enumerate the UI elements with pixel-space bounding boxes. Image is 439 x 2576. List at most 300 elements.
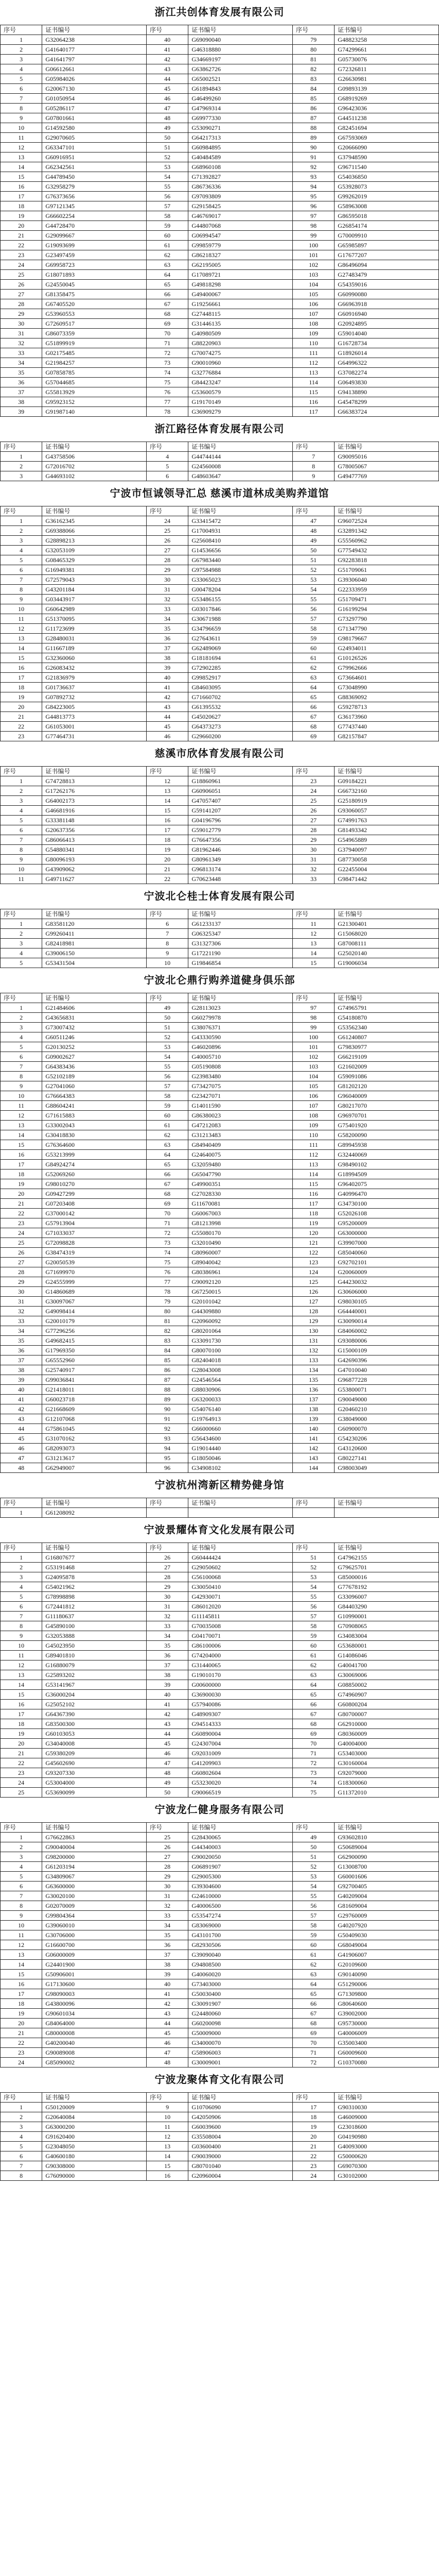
table-row (1, 643, 439, 653)
certificate-number: G67983440 (188, 555, 293, 565)
certificate-table (0, 1822, 439, 2067)
seq-number: 54 (146, 1052, 188, 1062)
seq-number: 129 (292, 1316, 334, 1326)
table-row (1, 387, 439, 397)
certificate-number: G64440001 (335, 1307, 439, 1316)
certificate-number: G69090040 (188, 35, 293, 45)
seq-number: 35 (146, 1641, 188, 1651)
table-row (1, 1209, 439, 1218)
table-row (1, 1921, 439, 1930)
certificate-number: G90095016 (335, 452, 439, 462)
table-row (1, 231, 439, 241)
seq-number: 44 (146, 1729, 188, 1739)
certificate-number: G76373656 (42, 192, 147, 201)
certificate-number: G05190808 (188, 1062, 293, 1072)
seq-number: 61 (292, 1950, 334, 1960)
seq-number: 104 (292, 280, 334, 290)
certificate-number: G66219109 (335, 1052, 439, 1062)
certificate-number: G81213998 (188, 1218, 293, 1228)
certificate-number: G44511238 (335, 113, 439, 123)
certificate-number: G47212083 (188, 1121, 293, 1130)
certificate-number (188, 1508, 293, 1518)
table-row (1, 2038, 439, 2048)
seq-number: 103 (292, 270, 334, 280)
table-row (1, 624, 439, 634)
certificate-number: G58200090 (335, 1130, 439, 1140)
certificate-number: G44309880 (188, 1307, 293, 1316)
table-header-row (1, 1823, 439, 1833)
table-row (1, 1563, 439, 1572)
certificate-number: G34730100 (335, 1199, 439, 1209)
certificate-number: G62949007 (42, 1463, 147, 1473)
certificate-number: G06994547 (188, 231, 293, 241)
seq-number: 13 (1, 634, 42, 643)
certificate-number: G66383724 (335, 407, 439, 417)
certificate-number: G74299661 (335, 45, 439, 55)
certificate-number: G80961349 (188, 855, 293, 865)
certificate-number: G44744144 (188, 452, 293, 462)
seq-number: 20 (1, 221, 42, 231)
seq-number: 16 (146, 2171, 188, 2181)
certificate-number: G90040004 (42, 1842, 147, 1852)
certificate-number: G92702101 (335, 1258, 439, 1267)
seq-number: 93 (146, 1434, 188, 1444)
seq-number: 71 (292, 1749, 334, 1758)
cert-header: 证书编号 (335, 1823, 439, 1833)
table-row (1, 1101, 439, 1111)
table-header-row (1, 442, 439, 452)
seq-number: 67 (146, 299, 188, 309)
cert-header: 证书编号 (42, 506, 147, 516)
certificate-number: G27643611 (188, 634, 293, 643)
seq-number: 25 (1, 1238, 42, 1248)
certificate-number: G21668609 (42, 1404, 147, 1414)
seq-number: 31 (146, 1602, 188, 1612)
certificate-number: G07801661 (42, 113, 147, 123)
seq-number: 20 (146, 855, 188, 865)
table-row (1, 1901, 439, 1911)
certificate-number: G21418011 (42, 1385, 147, 1395)
seq-number: 13 (1, 1950, 42, 1960)
certificate-number: G47010040 (335, 1365, 439, 1375)
certificate-number: G53960553 (42, 309, 147, 319)
certificate-number: G39304600 (188, 1882, 293, 1891)
certificate-number: G73427075 (188, 1081, 293, 1091)
company-title: 宁波市恒诚领导汇总 慈溪市道林成美购养道馆 (110, 488, 329, 499)
seq-number: 46 (146, 2038, 188, 2048)
seq-number: 81 (292, 55, 334, 64)
seq-number: 57 (292, 1911, 334, 1921)
seq-number: 74 (146, 368, 188, 378)
seq-number: 22 (1, 1758, 42, 1768)
seq-number: 39 (146, 1680, 188, 1690)
seq-number: 26 (1, 1248, 42, 1258)
seq-number: 65 (292, 692, 334, 702)
seq-number: 26 (292, 806, 334, 816)
table-row (1, 290, 439, 299)
certificate-number: G15068020 (335, 929, 439, 939)
certificate-number: G13008700 (335, 1862, 439, 1872)
seq-number: 40 (146, 1979, 188, 1989)
certificate-number: G00600000 (188, 1680, 293, 1690)
certificate-number: G60067003 (188, 1209, 293, 1218)
certificate-number: G09184221 (335, 776, 439, 786)
table-row (1, 663, 439, 673)
certificate-number: G29660200 (188, 732, 293, 741)
seq-number: 53 (146, 162, 188, 172)
certificate-number: G97093809 (188, 192, 293, 201)
seq-number: 36 (146, 1940, 188, 1950)
table-row (1, 2142, 439, 2151)
certificate-number: G50689004 (335, 1842, 439, 1852)
certificate-number: G06891907 (188, 1862, 293, 1872)
cert-header: 证书编号 (188, 442, 293, 452)
company-title: 浙江共创体育发展有限公司 (154, 7, 285, 18)
certificate-number: G20101042 (188, 1297, 293, 1307)
certificate-number: G14860689 (42, 1287, 147, 1297)
certificate-number: G72579043 (42, 575, 147, 585)
certificate-number: G17004931 (188, 526, 293, 536)
seq-number: 23 (1, 1218, 42, 1228)
seq-number: 89 (146, 1395, 188, 1404)
certificate-number: G40041700 (335, 1660, 439, 1670)
table-row (1, 250, 439, 260)
seq-number: 10 (1, 1091, 42, 1101)
certificate-number: G32064238 (42, 35, 147, 45)
seq-number: 61 (292, 653, 334, 663)
certificate-number: G45023950 (42, 1641, 147, 1651)
seq-number: 130 (292, 1326, 334, 1336)
certificate-number: G29158425 (188, 201, 293, 211)
certificate-number: G77549432 (335, 546, 439, 555)
cert-header: 证书编号 (42, 25, 147, 35)
seq-number: 5 (1, 2142, 42, 2151)
table-row (1, 825, 439, 835)
seq-number: 55 (292, 595, 334, 604)
seq-number: 34 (1, 358, 42, 368)
seq-number: 53 (146, 1042, 188, 1052)
seq-number: 3 (1, 1852, 42, 1862)
seq-number: 97 (292, 211, 334, 221)
seq-number: 66 (146, 290, 188, 299)
seq-number: 14 (1, 643, 42, 653)
seq-number: 69 (292, 732, 334, 741)
seq-number: 29 (1, 1277, 42, 1287)
seq-number: 10 (1, 1641, 42, 1651)
seq-number: 32 (146, 595, 188, 604)
certificate-number: G77678192 (335, 1582, 439, 1592)
company-section (0, 417, 439, 481)
certificate-number: G39306040 (335, 575, 439, 585)
cert-header: 证书编号 (335, 1498, 439, 1508)
seq-number: 20 (1, 1739, 42, 1749)
seq-header: 序号 (292, 1823, 334, 1833)
table-row (1, 1940, 439, 1950)
seq-number: 57 (146, 1081, 188, 1091)
table-row (1, 1508, 439, 1518)
certificate-number: G79962666 (335, 663, 439, 673)
cert-header: 证书编号 (42, 2093, 147, 2103)
seq-number: 15 (146, 2161, 188, 2171)
seq-number: 69 (292, 1729, 334, 1739)
table-row (1, 865, 439, 874)
certificate-number: G05730076 (335, 55, 439, 64)
table-row (1, 1316, 439, 1326)
certificate-number: G11372010 (335, 1788, 439, 1798)
certificate-number: G20640084 (42, 2112, 147, 2122)
seq-number: 113 (292, 368, 334, 378)
seq-number: 16 (1, 1700, 42, 1709)
seq-number: 24 (1, 2058, 42, 2067)
seq-number: 48 (146, 1768, 188, 1778)
certificate-number: G69977330 (188, 113, 293, 123)
table-row (1, 939, 439, 948)
certificate-number: G92079000 (335, 1768, 439, 1778)
seq-number: 16 (1, 182, 42, 192)
seq-number: 57 (292, 1612, 334, 1621)
seq-number: 50 (146, 133, 188, 143)
seq-header: 序号 (292, 506, 334, 516)
seq-number: 34 (146, 1921, 188, 1930)
seq-number: 17 (1, 192, 42, 201)
certificate-number: G33381148 (42, 816, 147, 825)
certificate-number: G90140090 (335, 1970, 439, 1979)
seq-number: 37 (1, 1355, 42, 1365)
seq-number: 37 (146, 1660, 188, 1670)
seq-number: 30 (1, 319, 42, 329)
certificate-number: G98200000 (42, 1852, 147, 1862)
seq-header: 序号 (292, 2093, 334, 2103)
seq-number: 42 (1, 1404, 42, 1414)
table-row (1, 123, 439, 133)
seq-number: 48 (292, 526, 334, 536)
certificate-number: G43101700 (188, 1930, 293, 1940)
table-row (1, 692, 439, 702)
seq-number: 15 (146, 806, 188, 816)
seq-header: 序号 (1, 1543, 42, 1553)
seq-number: 58 (146, 1091, 188, 1101)
seq-number: 70 (146, 329, 188, 338)
certificate-number: G04170071 (188, 1631, 293, 1641)
certificate-number: G76647356 (188, 835, 293, 845)
certificate-table (0, 993, 439, 1473)
seq-number: 133 (292, 1355, 334, 1365)
certificate-number: G45890100 (42, 1621, 147, 1631)
seq-number: 111 (292, 1140, 334, 1150)
certificate-number: G61053001 (42, 722, 147, 732)
table-row (1, 1355, 439, 1365)
seq-number: 59 (146, 221, 188, 231)
certificate-number: G64367390 (42, 1709, 147, 1719)
table-row (1, 1326, 439, 1336)
certificate-number: G67405520 (42, 299, 147, 309)
certificate-number: G24550045 (42, 280, 147, 290)
seq-number: 6 (1, 1602, 42, 1612)
certificate-number: G93207330 (42, 1768, 147, 1778)
certificate-number: G29005300 (188, 1872, 293, 1882)
certificate-number: G25180919 (335, 796, 439, 806)
certificate-number: G20050539 (42, 1258, 147, 1267)
seq-number: 56 (292, 1901, 334, 1911)
table-row (1, 299, 439, 309)
certificate-number: G65047790 (188, 1170, 293, 1179)
table-row (1, 653, 439, 663)
seq-number: 32 (146, 1901, 188, 1911)
table-row (1, 546, 439, 555)
seq-number: 16 (1, 1150, 42, 1160)
certificate-number: G93602810 (335, 1833, 439, 1842)
certificate-number: G81609004 (335, 1901, 439, 1911)
seq-number: 63 (292, 1670, 334, 1680)
certificate-number: G16949381 (42, 565, 147, 575)
certificate-number: G51370095 (42, 614, 147, 624)
certificate-number: G60900070 (335, 1424, 439, 1434)
table-row (1, 614, 439, 624)
seq-number: 1 (1, 1833, 42, 1842)
seq-number: 8 (1, 1901, 42, 1911)
certificate-number: G24546564 (188, 1375, 293, 1385)
certificate-number: G82451694 (335, 123, 439, 133)
seq-number: 91 (146, 1414, 188, 1424)
certificate-number: G08465329 (42, 555, 147, 565)
certificate-number: G55813929 (42, 387, 147, 397)
certificate-number: G67250015 (188, 1287, 293, 1297)
seq-number: 92 (146, 1424, 188, 1434)
seq-number: 11 (1, 1651, 42, 1660)
table-row (1, 358, 439, 368)
seq-number (292, 1508, 334, 1518)
seq-number: 43 (146, 2009, 188, 2019)
certificate-number: G20109600 (335, 1960, 439, 1970)
seq-number: 31 (1, 1297, 42, 1307)
certificate-number: G89040042 (188, 1258, 293, 1267)
table-row (1, 516, 439, 526)
certificate-number: G61240807 (335, 1032, 439, 1042)
seq-number: 80 (146, 1307, 188, 1316)
certificate-number: G86012020 (188, 1602, 293, 1612)
table-row (1, 1660, 439, 1670)
table-row (1, 221, 439, 231)
certificate-number: G33002043 (42, 1121, 147, 1130)
table-row (1, 1778, 439, 1788)
certificate-number: G06612661 (42, 64, 147, 74)
seq-number: 87 (146, 1375, 188, 1385)
seq-number: 11 (1, 133, 42, 143)
certificate-number: G84924274 (42, 1160, 147, 1170)
certificate-number: G40980509 (188, 329, 293, 338)
certificate-number: G31070162 (42, 1434, 147, 1444)
seq-number: 125 (292, 1277, 334, 1287)
seq-number: 56 (146, 192, 188, 201)
certificate-number: G34040008 (42, 1739, 147, 1749)
certificate-number: G09002627 (42, 1052, 147, 1062)
certificate-number: G70035008 (188, 1621, 293, 1631)
certificate-number: G85000016 (335, 1572, 439, 1582)
certificate-number: G72609517 (42, 319, 147, 329)
table-row (1, 1833, 439, 1842)
seq-number: 53 (292, 1872, 334, 1882)
seq-number: 102 (292, 1052, 334, 1062)
certificate-number: G19764913 (188, 1414, 293, 1424)
seq-header: 序号 (146, 1823, 188, 1833)
seq-number: 74 (292, 1778, 334, 1788)
certificate-number: G74204000 (188, 1651, 293, 1660)
certificate-number: G40484589 (188, 152, 293, 162)
seq-number: 16 (1, 663, 42, 673)
certificate-number: G10126526 (335, 653, 439, 663)
certificate-number: G44340003 (188, 1842, 293, 1852)
seq-number: 21 (1, 231, 42, 241)
certificate-number: G99260411 (42, 929, 147, 939)
table-row (1, 1307, 439, 1316)
seq-number: 10 (1, 1921, 42, 1930)
certificate-number: G50120009 (42, 2103, 147, 2112)
seq-number: 28 (146, 1572, 188, 1582)
seq-number: 30 (1, 1287, 42, 1297)
seq-number: 82 (146, 1326, 188, 1336)
certificate-number: G54965889 (335, 835, 439, 845)
seq-number: 4 (146, 452, 188, 462)
seq-number: 75 (292, 1788, 334, 1798)
seq-number: 71 (292, 2048, 334, 2058)
table-header-row (1, 506, 439, 516)
seq-number: 1 (1, 516, 42, 526)
certificate-number: G74960907 (335, 1690, 439, 1700)
certificate-number: G52102189 (42, 1072, 147, 1081)
certificate-number: G11145811 (188, 1612, 293, 1621)
certificate-number: G45602690 (42, 1758, 147, 1768)
certificate-number: G96711540 (335, 162, 439, 172)
cert-header: 证书编号 (188, 25, 293, 35)
table-row (1, 1641, 439, 1651)
seq-number: 77 (146, 1277, 188, 1287)
seq-number: 8 (1, 845, 42, 855)
seq-number: 126 (292, 1287, 334, 1297)
seq-number: 62 (292, 1960, 334, 1970)
seq-number: 19 (1, 211, 42, 221)
certificate-number: G83581120 (42, 919, 147, 929)
seq-number: 38 (1, 1365, 42, 1375)
certificate-number: G36900030 (188, 1690, 293, 1700)
seq-number: 1 (1, 1553, 42, 1563)
seq-number: 10 (146, 2112, 188, 2122)
seq-number: 14 (146, 796, 188, 806)
seq-number: 13 (146, 786, 188, 796)
seq-header: 序号 (1, 767, 42, 776)
seq-number: 22 (1, 1209, 42, 1218)
certificate-number: G20060009 (335, 1267, 439, 1277)
seq-header: 序号 (1, 993, 42, 1003)
certificate-number: G94514333 (188, 1719, 293, 1729)
seq-number: 23 (292, 776, 334, 786)
seq-number: 17 (292, 2103, 334, 2112)
certificate-number: G59014040 (335, 329, 439, 338)
table-row (1, 1434, 439, 1444)
certificate-number: G27028330 (188, 1189, 293, 1199)
certificate-number: G77464731 (42, 732, 147, 741)
seq-number: 48 (1, 1463, 42, 1473)
table-row (1, 1170, 439, 1179)
cert-header: 证书编号 (188, 506, 293, 516)
cert-header: 证书编号 (188, 767, 293, 776)
certificate-number: G28480031 (42, 634, 147, 643)
certificate-number: G73664601 (335, 673, 439, 683)
seq-number: 33 (292, 874, 334, 884)
seq-number: 71 (146, 338, 188, 348)
certificate-number: G77296256 (42, 1326, 147, 1336)
certificate-number: G03017846 (188, 604, 293, 614)
table-row (1, 702, 439, 712)
